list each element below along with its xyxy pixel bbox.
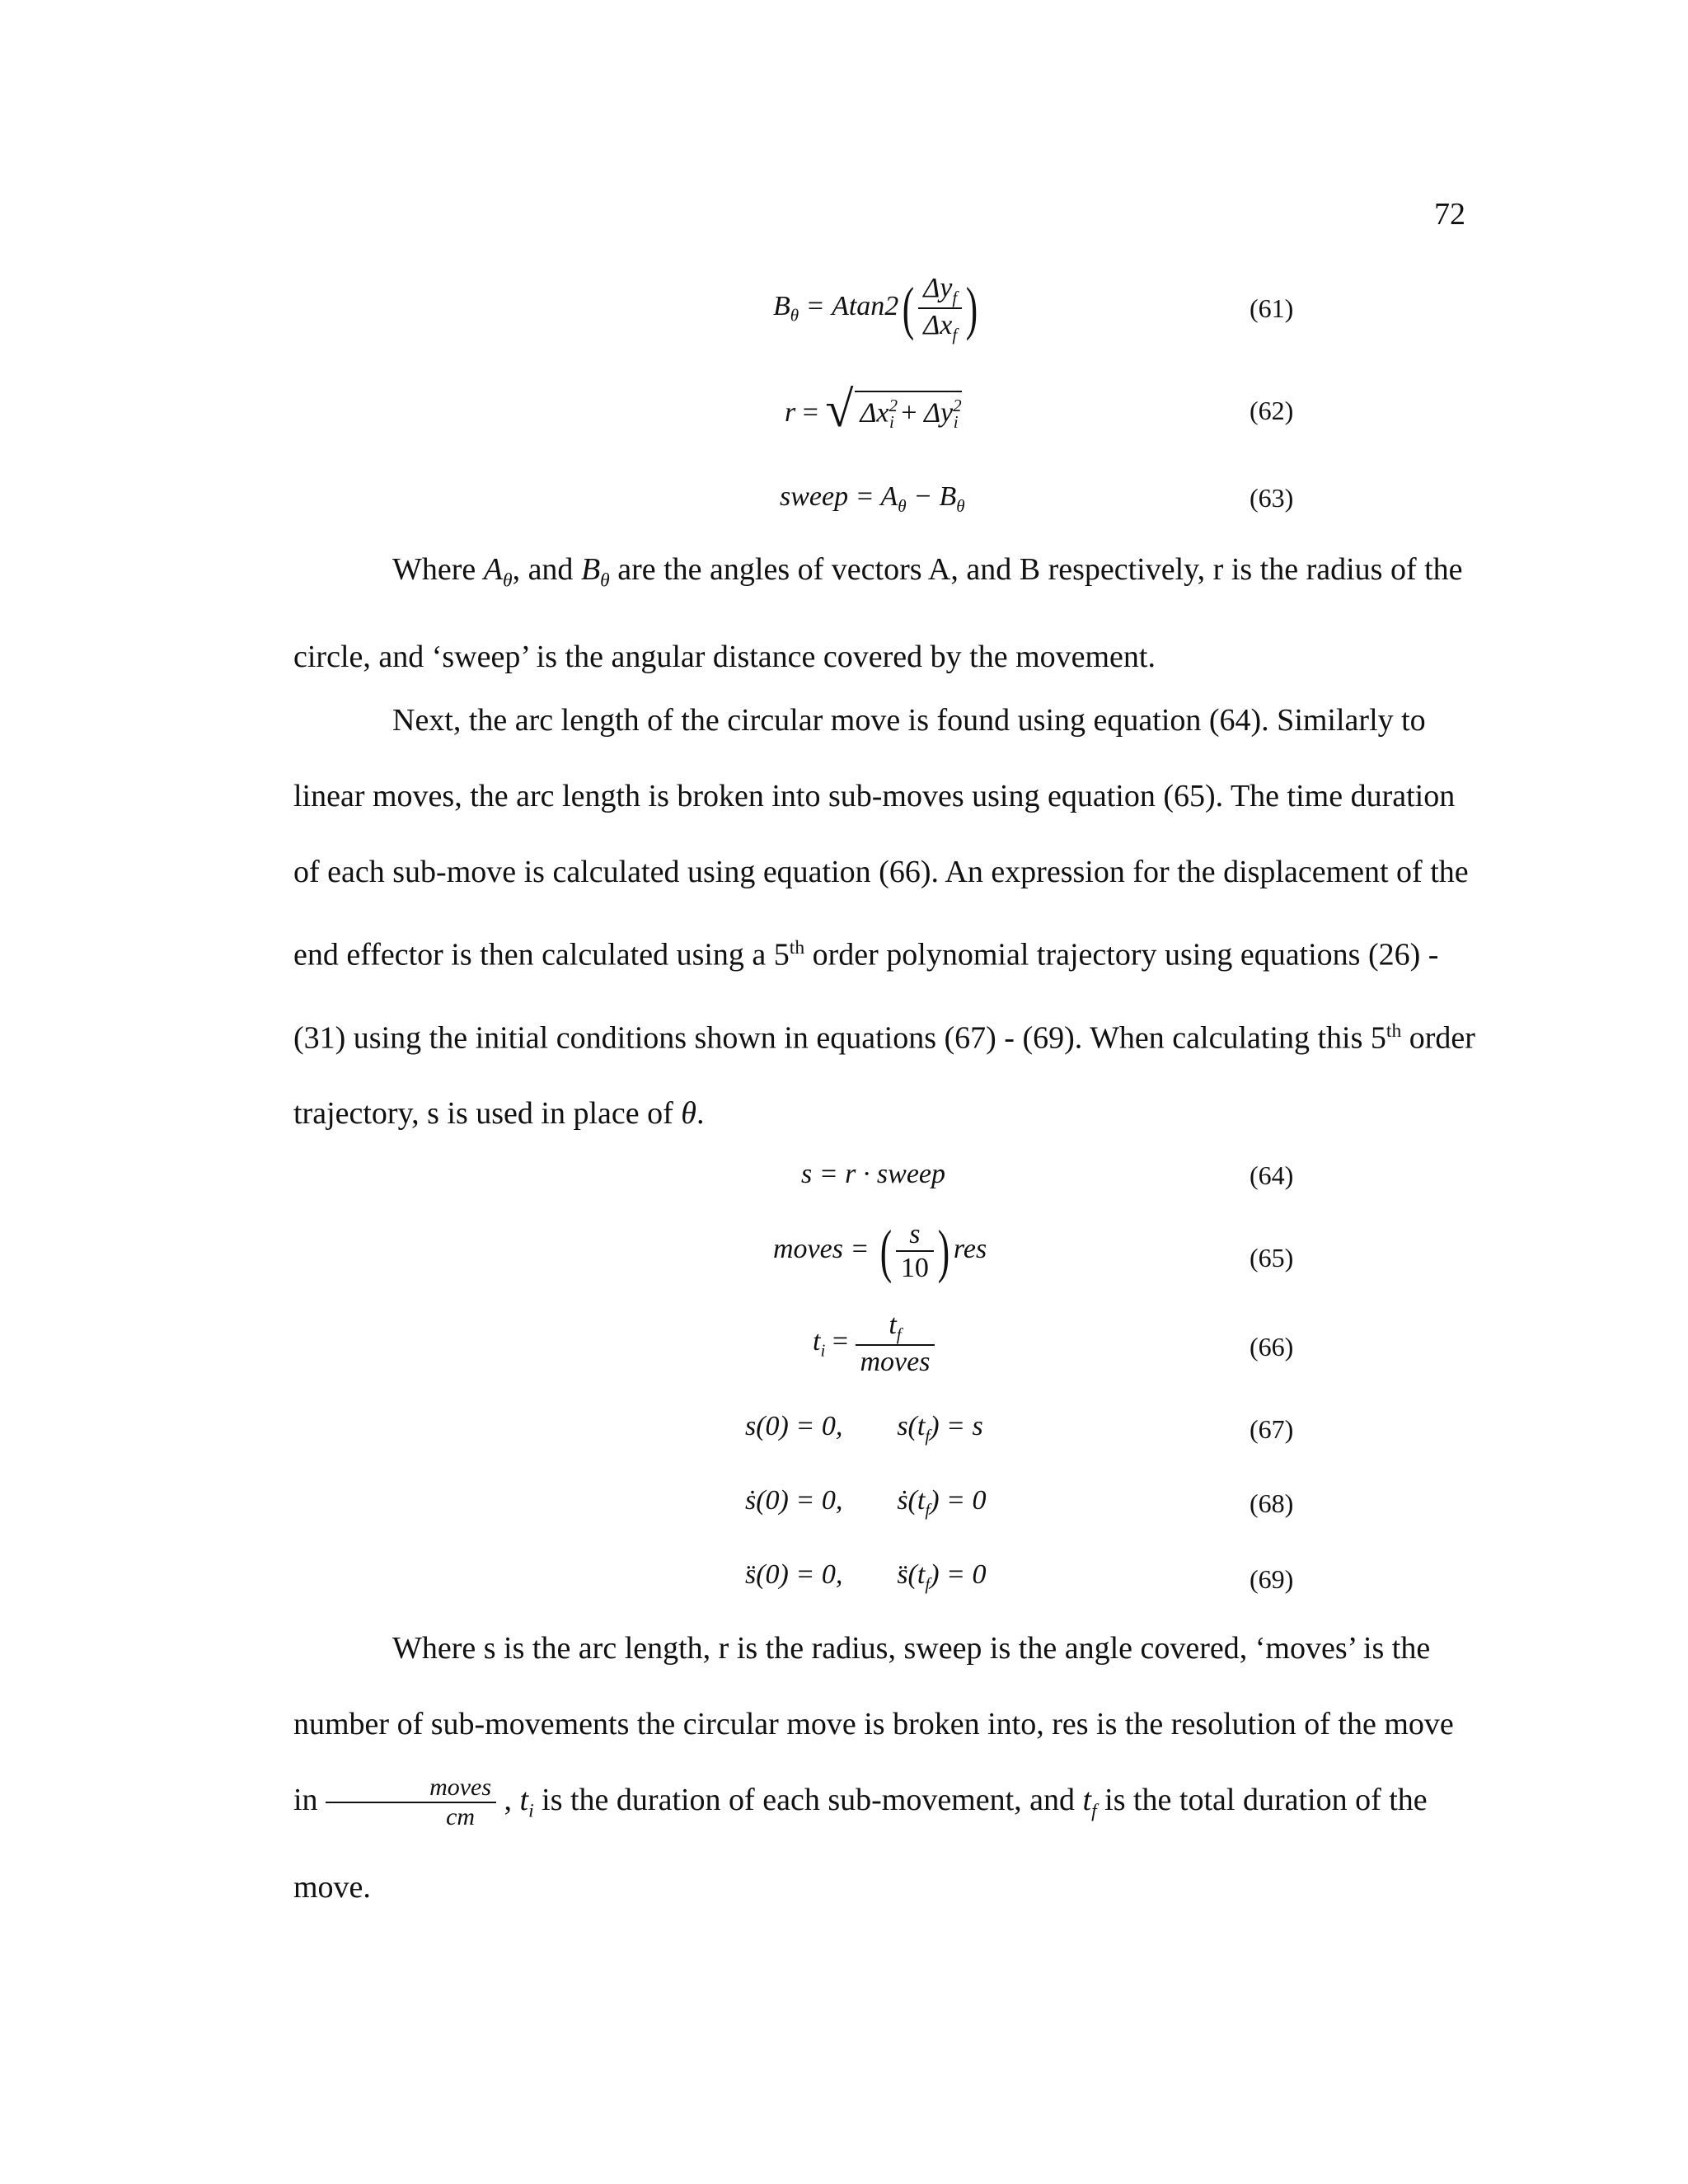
equation-68: ṡ(0) = 0, $ṡ(t_f) = 0$ [745, 1485, 987, 1520]
equation-number-66: (66) [1250, 1332, 1294, 1361]
equation-66: $t_i$ = $\frac{t_f}{\text{moves}}$ [813, 1309, 935, 1378]
equation-number-62: (62) [1250, 396, 1294, 425]
equation-number-64: (64) [1250, 1160, 1294, 1190]
equation-67: s(0) = 0, $s(t_f) = s$ [745, 1411, 983, 1446]
equation-63: sweep = $A_\theta - B_\theta$ [780, 481, 965, 516]
equation-number-61: (61) [1250, 293, 1294, 323]
equation-65: moves = ( $\frac{s}{10}$ ) res [773, 1218, 987, 1285]
equation-61: $B_\theta = Atan2$( $\frac{\Delta y_f}{\Delta x_f}$ ) [773, 273, 978, 344]
paragraph-2: Next, the arc length of the circular move is found using equation (64). Similarly to linear moves, the arc length is broken into sub-moves using equation (65). The time duration of each sub-move is calculated using equation (66). An expression for the displacement of the end effector is then calculated using a 5th order polynomial trajectory using equations (26) - (31) using the initial conditions shown in equations (67) - (69). When calculating this 5th order trajectory, s is used in place of θ. [293, 703, 1475, 1132]
equation-number-65: (65) [1250, 1243, 1294, 1272]
equation-62: r = √ $\Delta x^2_i + \Delta y^2_i$ [785, 382, 962, 438]
page-number: 72 [1434, 197, 1465, 232]
equation-64: s = r · sweep [801, 1159, 945, 1189]
equation-number-63: (63) [1250, 483, 1294, 513]
equation-number-68: (68) [1250, 1488, 1294, 1518]
inline-fraction-moves-per-cm: $\frac{\text{moves}}{cm}$ [326, 1774, 496, 1832]
equation-number-69: (69) [1250, 1564, 1294, 1594]
paragraph-3: Where s is the arc length, r is the radius, sweep is the angle covered, ‘moves’ is the number of sub-movements the circular move is broken into, res is the resolution of the move in $\frac{\text{moves}}{cm}$ , $t_i$ is the duration of each sub-movement, and $t_f$ is the total duration of the move. [293, 1631, 1454, 1905]
paragraph-1: Where $A_\theta$, and $B_\theta$ are the angles of vectors A, and B respectively, r is the radius of the circle, and ‘sweep’ is the angular distance covered by the movement. [293, 552, 1463, 674]
equation-number-67: (67) [1250, 1414, 1294, 1444]
equation-69: s̈(0) = 0, $s̈(t_f) = 0$ [745, 1559, 987, 1594]
